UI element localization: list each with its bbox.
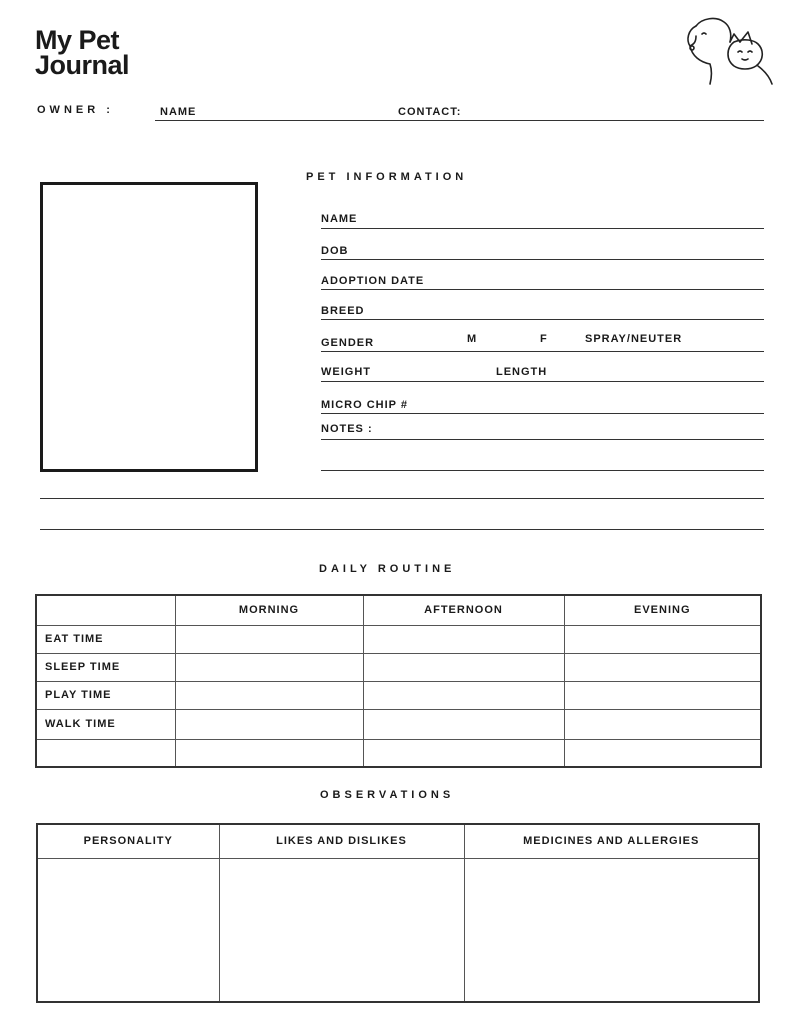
owner-fill-line[interactable] (155, 120, 764, 121)
table-row (36, 739, 761, 767)
daily-routine-heading: DAILY ROUTINE (319, 563, 456, 575)
gender-m-option[interactable]: M (467, 333, 478, 345)
pet-name-label: NAME (321, 213, 358, 225)
pet-photo-frame[interactable] (40, 182, 258, 472)
pet-info-heading: PET INFORMATION (306, 171, 468, 183)
table-cell[interactable] (175, 739, 363, 767)
row-label: SLEEP TIME (36, 653, 175, 681)
table-cell[interactable] (363, 681, 564, 709)
table-cell[interactable] (464, 858, 759, 1002)
table-cell[interactable] (175, 681, 363, 709)
notes-line-2[interactable] (321, 470, 764, 471)
pet-weight-label: WEIGHT (321, 366, 371, 378)
daily-routine-table (35, 594, 762, 768)
table-row (36, 653, 761, 681)
pet-microchip-line[interactable] (321, 413, 764, 414)
pet-adoption-label: ADOPTION DATE (321, 275, 425, 287)
table-row (36, 709, 761, 739)
owner-contact-label: CONTACT: (398, 106, 462, 118)
table-cell[interactable] (37, 858, 219, 1002)
pet-breed-label: BREED (321, 305, 365, 317)
column-header: PERSONALITY (37, 824, 219, 858)
dog-cat-logo-icon (682, 12, 778, 88)
owner-label: OWNER : (37, 104, 114, 116)
table-corner-cell (36, 595, 175, 625)
observations-table (36, 823, 760, 1003)
column-header: MORNING (175, 595, 363, 625)
pet-gender-line[interactable] (321, 351, 764, 352)
table-cell[interactable] (363, 709, 564, 739)
table-cell[interactable] (564, 681, 761, 709)
pet-dob-line[interactable] (321, 259, 764, 260)
pet-gender-label: GENDER (321, 337, 375, 349)
table-cell[interactable] (564, 709, 761, 739)
row-label: EAT TIME (36, 625, 175, 653)
column-header: MEDICINES AND ALLERGIES (464, 824, 759, 858)
column-header: AFTERNOON (363, 595, 564, 625)
pet-name-line[interactable] (321, 228, 764, 229)
table-row (36, 625, 761, 653)
row-label: PLAY TIME (36, 681, 175, 709)
notes-line-1[interactable] (321, 439, 764, 440)
pet-breed-line[interactable] (321, 319, 764, 320)
table-row (36, 681, 761, 709)
table-cell[interactable] (363, 653, 564, 681)
table-cell[interactable] (175, 653, 363, 681)
pet-notes-label: NOTES : (321, 423, 373, 435)
notes-line-3[interactable] (40, 498, 764, 499)
table-header-row (36, 595, 761, 625)
pet-dob-label: DOB (321, 245, 349, 257)
table-cell[interactable] (564, 625, 761, 653)
table-cell[interactable] (363, 625, 564, 653)
pet-adoption-line[interactable] (321, 289, 764, 290)
observations-heading: OBSERVATIONS (320, 789, 455, 801)
table-cell[interactable] (564, 739, 761, 767)
table-cell[interactable] (175, 709, 363, 739)
table-cell[interactable] (363, 739, 564, 767)
table-cell[interactable] (564, 653, 761, 681)
table-cell[interactable] (219, 858, 464, 1002)
pet-microchip-label: MICRO CHIP # (321, 399, 408, 411)
title-line-1: My Pet (35, 25, 120, 55)
table-header-row (37, 824, 759, 858)
column-header: LIKES AND DISLIKES (219, 824, 464, 858)
table-row (37, 858, 759, 1002)
gender-f-option[interactable]: F (540, 333, 548, 345)
row-label (36, 739, 175, 767)
spray-neuter-option[interactable]: SPRAY/NEUTER (585, 333, 683, 345)
title-line-2: Journal (35, 50, 130, 80)
page-title (35, 25, 130, 80)
table-cell[interactable] (175, 625, 363, 653)
notes-line-4[interactable] (40, 529, 764, 530)
owner-name-label: NAME (160, 106, 197, 118)
column-header: EVENING (564, 595, 761, 625)
pet-weight-length-line[interactable] (321, 381, 764, 382)
row-label: WALK TIME (36, 709, 175, 739)
pet-length-label: LENGTH (496, 366, 548, 378)
